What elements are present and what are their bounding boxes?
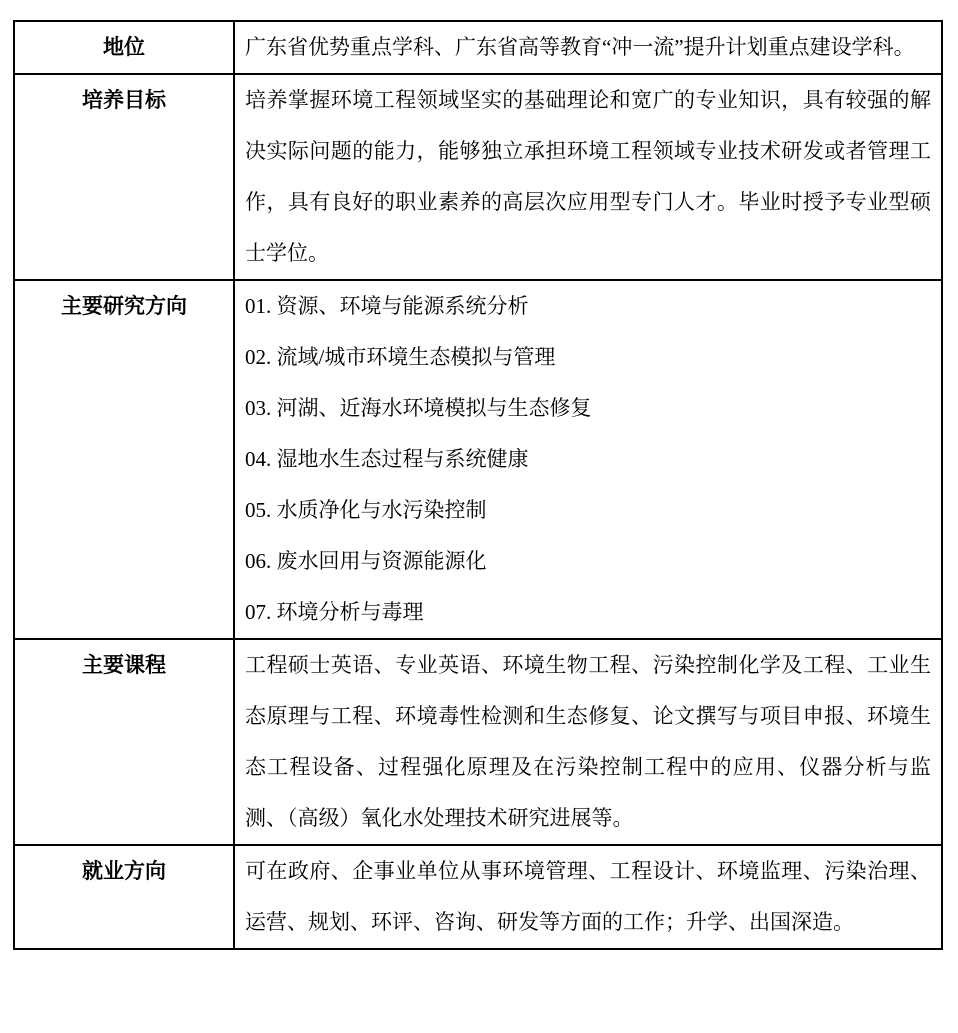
table-row-employment — [14, 845, 942, 949]
row-content-main-courses — [234, 639, 942, 845]
research-direction-item: 04. 湿地水生态过程与系统健康 — [245, 447, 529, 471]
research-direction-item: 01. 资源、环境与能源系统分析 — [245, 294, 529, 318]
research-direction-item: 02. 流域/城市环境生态模拟与管理 — [245, 345, 556, 369]
research-direction-item: 06. 废水回用与资源能源化 — [245, 549, 487, 573]
row-label-status: 地位 — [14, 21, 234, 74]
row-content-research-directions — [234, 280, 942, 639]
table-row-status — [14, 21, 942, 74]
row-content-training-goal — [234, 74, 942, 280]
content-paragraph: 工程硕士英语、专业英语、环境生物工程、污染控制化学及工程、工业生态原理与工程、环境毒性检测和生态修复、论文撰写与项目申报、环境生态工程设备、过程强化原理及在污染控制工程中的应用、仪器分析与监测、（高级）氧化水处理技术研究进展等。 — [245, 653, 931, 830]
row-label-employment: 就业方向 — [14, 845, 234, 949]
row-label-main-courses: 主要课程 — [14, 639, 234, 845]
row-content-employment — [234, 845, 942, 949]
program-info-table — [13, 20, 943, 950]
table-row-training-goal — [14, 74, 942, 280]
row-content-status — [234, 21, 942, 74]
table-row-main-courses — [14, 639, 942, 845]
research-direction-item: 07. 环境分析与毒理 — [245, 600, 424, 624]
content-paragraph: 可在政府、企事业单位从事环境管理、工程设计、环境监理、污染治理、运营、规划、环评、咨询、研发等方面的工作；升学、出国深造。 — [245, 859, 931, 934]
research-direction-item: 03. 河湖、近海水环境模拟与生态修复 — [245, 396, 592, 420]
table-row-research-directions — [14, 280, 942, 639]
content-paragraph: 培养掌握环境工程领域坚实的基础理论和宽广的专业知识，具有较强的解决实际问题的能力，能够独立承担环境工程领域专业技术研发或者管理工作，具有良好的职业素养的高层次应用型专门人才。毕业时授予专业型硕士学位。 — [245, 88, 931, 265]
row-label-training-goal: 培养目标 — [14, 74, 234, 280]
content-paragraph: 广东省优势重点学科、广东省高等教育“冲一流”提升计划重点建设学科。 — [245, 35, 915, 59]
row-label-research-directions: 主要研究方向 — [14, 280, 234, 639]
research-direction-item: 05. 水质净化与水污染控制 — [245, 498, 487, 522]
